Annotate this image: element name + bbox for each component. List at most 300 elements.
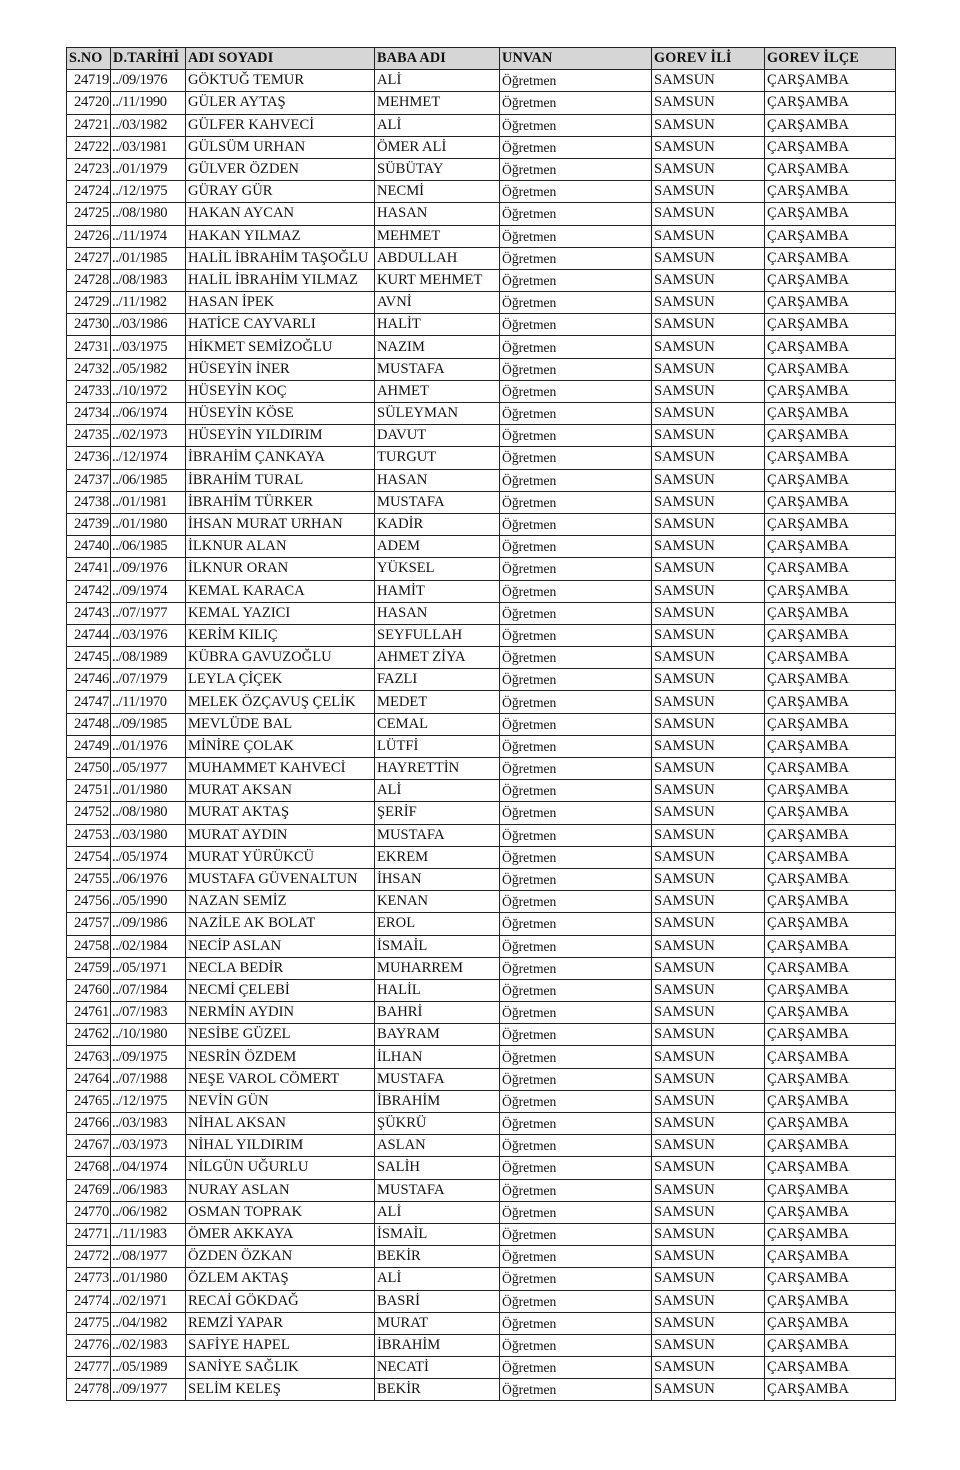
cell-father-name: KURT MEHMET (375, 269, 500, 291)
cell-father-name: BEKİR (375, 1246, 500, 1268)
cell-sno: 24728 (67, 269, 111, 291)
cell-sno: 24719 (67, 70, 111, 92)
cell-birth-date: ../07/1977 (111, 602, 186, 624)
table-row (67, 624, 896, 646)
cell-father-name: ALİ (375, 1268, 500, 1290)
cell-birth-date: ../08/1980 (111, 802, 186, 824)
cell-title: Öğretmen (500, 92, 652, 114)
cell-province: SAMSUN (652, 558, 765, 580)
cell-title: Öğretmen (500, 647, 652, 669)
cell-father-name: İBRAHİM (375, 1334, 500, 1356)
table-row (67, 380, 896, 402)
cell-sno: 24750 (67, 758, 111, 780)
table-row (67, 158, 896, 180)
cell-birth-date: ../06/1974 (111, 403, 186, 425)
cell-full-name: SELİM KELEŞ (186, 1379, 375, 1401)
cell-full-name: NEVİN GÜN (186, 1090, 375, 1112)
table-row (67, 691, 896, 713)
cell-father-name: ŞERİF (375, 802, 500, 824)
cell-father-name: MUSTAFA (375, 358, 500, 380)
cell-district: ÇARŞAMBA (765, 647, 896, 669)
cell-full-name: MELEK ÖZÇAVUŞ ÇELİK (186, 691, 375, 713)
table-row (67, 602, 896, 624)
cell-title: Öğretmen (500, 758, 652, 780)
cell-province: SAMSUN (652, 314, 765, 336)
cell-sno: 24746 (67, 669, 111, 691)
cell-district: ÇARŞAMBA (765, 1179, 896, 1201)
table-row (67, 314, 896, 336)
cell-province: SAMSUN (652, 1379, 765, 1401)
cell-province: SAMSUN (652, 802, 765, 824)
cell-province: SAMSUN (652, 447, 765, 469)
cell-district: ÇARŞAMBA (765, 1223, 896, 1245)
cell-full-name: MUHAMMET KAHVECİ (186, 758, 375, 780)
cell-birth-date: ../02/1973 (111, 425, 186, 447)
cell-sno: 24764 (67, 1068, 111, 1090)
table-header (67, 48, 896, 70)
cell-province: SAMSUN (652, 336, 765, 358)
cell-father-name: MUSTAFA (375, 1179, 500, 1201)
table-row (67, 1046, 896, 1068)
cell-sno: 24723 (67, 158, 111, 180)
cell-birth-date: ../10/1972 (111, 380, 186, 402)
cell-district: ÇARŞAMBA (765, 624, 896, 646)
cell-father-name: ASLAN (375, 1135, 500, 1157)
cell-birth-date: ../03/1981 (111, 136, 186, 158)
cell-sno: 24773 (67, 1268, 111, 1290)
table-row (67, 114, 896, 136)
cell-full-name: HALİL İBRAHİM TAŞOĞLU (186, 247, 375, 269)
cell-title: Öğretmen (500, 868, 652, 890)
cell-father-name: YÜKSEL (375, 558, 500, 580)
cell-full-name: SANİYE SAĞLIK (186, 1357, 375, 1379)
cell-full-name: HASAN İPEK (186, 292, 375, 314)
cell-title: Öğretmen (500, 580, 652, 602)
table-row (67, 1246, 896, 1268)
cell-district: ÇARŞAMBA (765, 735, 896, 757)
cell-birth-date: ../01/1981 (111, 491, 186, 513)
cell-birth-date: ../09/1974 (111, 580, 186, 602)
cell-full-name: MEVLÜDE BAL (186, 713, 375, 735)
cell-province: SAMSUN (652, 92, 765, 114)
cell-birth-date: ../08/1989 (111, 647, 186, 669)
cell-province: SAMSUN (652, 136, 765, 158)
cell-title: Öğretmen (500, 536, 652, 558)
cell-sno: 24742 (67, 580, 111, 602)
cell-title: Öğretmen (500, 469, 652, 491)
cell-district: ÇARŞAMBA (765, 1268, 896, 1290)
cell-sno: 24749 (67, 735, 111, 757)
cell-birth-date: ../02/1971 (111, 1290, 186, 1312)
cell-full-name: GÖKTUĞ TEMUR (186, 70, 375, 92)
cell-birth-date: ../09/1976 (111, 558, 186, 580)
cell-sno: 24756 (67, 891, 111, 913)
cell-province: SAMSUN (652, 1002, 765, 1024)
table-row (67, 1068, 896, 1090)
cell-father-name: ALİ (375, 114, 500, 136)
table-row (67, 1268, 896, 1290)
cell-province: SAMSUN (652, 1223, 765, 1245)
cell-title: Öğretmen (500, 1113, 652, 1135)
cell-father-name: HASAN (375, 203, 500, 225)
cell-sno: 24771 (67, 1223, 111, 1245)
table-row (67, 269, 896, 291)
cell-district: ÇARŞAMBA (765, 403, 896, 425)
table-row (67, 758, 896, 780)
table-row (67, 247, 896, 269)
cell-district: ÇARŞAMBA (765, 491, 896, 513)
cell-title: Öğretmen (500, 1379, 652, 1401)
cell-sno: 24757 (67, 913, 111, 935)
table-row (67, 824, 896, 846)
cell-full-name: HÜSEYİN İNER (186, 358, 375, 380)
cell-province: SAMSUN (652, 1334, 765, 1356)
cell-district: ÇARŞAMBA (765, 158, 896, 180)
table-row (67, 913, 896, 935)
cell-father-name: İLHAN (375, 1046, 500, 1068)
cell-full-name: KEMAL KARACA (186, 580, 375, 602)
cell-title: Öğretmen (500, 669, 652, 691)
cell-full-name: NAZİLE AK BOLAT (186, 913, 375, 935)
cell-sno: 24722 (67, 136, 111, 158)
cell-district: ÇARŞAMBA (765, 447, 896, 469)
cell-district: ÇARŞAMBA (765, 691, 896, 713)
cell-father-name: ABDULLAH (375, 247, 500, 269)
table-row (67, 1135, 896, 1157)
cell-full-name: İHSAN MURAT URHAN (186, 513, 375, 535)
cell-birth-date: ../03/1983 (111, 1113, 186, 1135)
cell-full-name: İBRAHİM TÜRKER (186, 491, 375, 513)
cell-title: Öğretmen (500, 1002, 652, 1024)
cell-birth-date: ../01/1979 (111, 158, 186, 180)
cell-title: Öğretmen (500, 70, 652, 92)
cell-title: Öğretmen (500, 491, 652, 513)
cell-province: SAMSUN (652, 913, 765, 935)
cell-birth-date: ../09/1975 (111, 1046, 186, 1068)
cell-birth-date: ../09/1976 (111, 70, 186, 92)
cell-father-name: HAMİT (375, 580, 500, 602)
cell-province: SAMSUN (652, 1024, 765, 1046)
cell-father-name: ALİ (375, 1201, 500, 1223)
cell-birth-date: ../06/1983 (111, 1179, 186, 1201)
cell-district: ÇARŞAMBA (765, 780, 896, 802)
cell-birth-date: ../04/1982 (111, 1312, 186, 1334)
cell-district: ÇARŞAMBA (765, 1246, 896, 1268)
table-row (67, 358, 896, 380)
cell-sno: 24736 (67, 447, 111, 469)
cell-father-name: FAZLI (375, 669, 500, 691)
cell-full-name: HÜSEYİN KÖSE (186, 403, 375, 425)
cell-title: Öğretmen (500, 1024, 652, 1046)
cell-father-name: NAZIM (375, 336, 500, 358)
cell-province: SAMSUN (652, 380, 765, 402)
cell-birth-date: ../10/1980 (111, 1024, 186, 1046)
table-row (67, 558, 896, 580)
cell-father-name: HASAN (375, 602, 500, 624)
cell-full-name: OSMAN TOPRAK (186, 1201, 375, 1223)
table-row (67, 292, 896, 314)
cell-province: SAMSUN (652, 868, 765, 890)
cell-full-name: HİKMET SEMİZOĞLU (186, 336, 375, 358)
cell-father-name: İBRAHİM (375, 1090, 500, 1112)
cell-title: Öğretmen (500, 824, 652, 846)
cell-sno: 24776 (67, 1334, 111, 1356)
cell-sno: 24731 (67, 336, 111, 358)
cell-birth-date: ../03/1980 (111, 824, 186, 846)
table-row (67, 802, 896, 824)
cell-father-name: AVNİ (375, 292, 500, 314)
cell-father-name: BEKİR (375, 1379, 500, 1401)
cell-district: ÇARŞAMBA (765, 846, 896, 868)
cell-title: Öğretmen (500, 891, 652, 913)
cell-province: SAMSUN (652, 1135, 765, 1157)
cell-full-name: RECAİ GÖKDAĞ (186, 1290, 375, 1312)
cell-district: ÇARŞAMBA (765, 181, 896, 203)
cell-province: SAMSUN (652, 957, 765, 979)
document-page (66, 47, 895, 1401)
cell-father-name: SALİH (375, 1157, 500, 1179)
cell-province: SAMSUN (652, 891, 765, 913)
cell-sno: 24770 (67, 1201, 111, 1223)
cell-province: SAMSUN (652, 735, 765, 757)
cell-district: ÇARŞAMBA (765, 92, 896, 114)
cell-father-name: İSMAİL (375, 935, 500, 957)
cell-province: SAMSUN (652, 1201, 765, 1223)
cell-sno: 24726 (67, 225, 111, 247)
cell-province: SAMSUN (652, 425, 765, 447)
cell-sno: 24777 (67, 1357, 111, 1379)
cell-full-name: İLKNUR ORAN (186, 558, 375, 580)
cell-birth-date: ../05/1989 (111, 1357, 186, 1379)
cell-full-name: NİHAL AKSAN (186, 1113, 375, 1135)
cell-title: Öğretmen (500, 158, 652, 180)
cell-full-name: HAKAN YILMAZ (186, 225, 375, 247)
cell-title: Öğretmen (500, 403, 652, 425)
table-row (67, 846, 896, 868)
cell-district: ÇARŞAMBA (765, 1113, 896, 1135)
cell-district: ÇARŞAMBA (765, 1312, 896, 1334)
cell-district: ÇARŞAMBA (765, 314, 896, 336)
cell-birth-date: ../06/1976 (111, 868, 186, 890)
cell-father-name: EKREM (375, 846, 500, 868)
table-row (67, 447, 896, 469)
table-row (67, 891, 896, 913)
cell-province: SAMSUN (652, 780, 765, 802)
cell-district: ÇARŞAMBA (765, 380, 896, 402)
cell-title: Öğretmen (500, 247, 652, 269)
cell-full-name: ÖMER AKKAYA (186, 1223, 375, 1245)
table-row (67, 957, 896, 979)
cell-title: Öğretmen (500, 1157, 652, 1179)
cell-full-name: GÜRAY GÜR (186, 181, 375, 203)
cell-sno: 24725 (67, 203, 111, 225)
cell-title: Öğretmen (500, 846, 652, 868)
cell-district: ÇARŞAMBA (765, 913, 896, 935)
cell-full-name: ÖZLEM AKTAŞ (186, 1268, 375, 1290)
cell-sno: 24733 (67, 380, 111, 402)
cell-sno: 24747 (67, 691, 111, 713)
table-row (67, 1223, 896, 1245)
cell-title: Öğretmen (500, 425, 652, 447)
cell-district: ÇARŞAMBA (765, 136, 896, 158)
table-row (67, 935, 896, 957)
cell-father-name: HASAN (375, 469, 500, 491)
table-row (67, 1290, 896, 1312)
cell-full-name: İBRAHİM ÇANKAYA (186, 447, 375, 469)
cell-province: SAMSUN (652, 536, 765, 558)
cell-title: Öğretmen (500, 624, 652, 646)
cell-district: ÇARŞAMBA (765, 669, 896, 691)
cell-province: SAMSUN (652, 1090, 765, 1112)
cell-province: SAMSUN (652, 1312, 765, 1334)
cell-sno: 24729 (67, 292, 111, 314)
cell-sno: 24761 (67, 1002, 111, 1024)
cell-title: Öğretmen (500, 780, 652, 802)
cell-title: Öğretmen (500, 314, 652, 336)
cell-sno: 24755 (67, 868, 111, 890)
table-row (67, 469, 896, 491)
cell-father-name: NECATİ (375, 1357, 500, 1379)
cell-title: Öğretmen (500, 358, 652, 380)
cell-district: ÇARŞAMBA (765, 1290, 896, 1312)
cell-father-name: HALİL (375, 979, 500, 1001)
cell-title: Öğretmen (500, 269, 652, 291)
cell-title: Öğretmen (500, 203, 652, 225)
cell-father-name: CEMAL (375, 713, 500, 735)
cell-district: ÇARŞAMBA (765, 1157, 896, 1179)
cell-title: Öğretmen (500, 292, 652, 314)
cell-birth-date: ../11/1970 (111, 691, 186, 713)
cell-district: ÇARŞAMBA (765, 203, 896, 225)
header-full-name: ADI SOYADI (186, 48, 375, 70)
cell-birth-date: ../09/1977 (111, 1379, 186, 1401)
cell-full-name: NİHAL YILDIRIM (186, 1135, 375, 1157)
cell-province: SAMSUN (652, 1357, 765, 1379)
cell-full-name: KEMAL YAZICI (186, 602, 375, 624)
cell-title: Öğretmen (500, 380, 652, 402)
cell-sno: 24766 (67, 1113, 111, 1135)
cell-full-name: GÜLFER KAHVECİ (186, 114, 375, 136)
cell-province: SAMSUN (652, 979, 765, 1001)
cell-birth-date: ../06/1985 (111, 469, 186, 491)
cell-province: SAMSUN (652, 691, 765, 713)
cell-birth-date: ../07/1983 (111, 1002, 186, 1024)
cell-birth-date: ../09/1985 (111, 713, 186, 735)
table-row (67, 1201, 896, 1223)
cell-title: Öğretmen (500, 225, 652, 247)
cell-title: Öğretmen (500, 1223, 652, 1245)
cell-province: SAMSUN (652, 269, 765, 291)
cell-full-name: HATİCE CAYVARLI (186, 314, 375, 336)
cell-district: ÇARŞAMBA (765, 957, 896, 979)
header-sno: S.NO (67, 48, 111, 70)
cell-birth-date: ../01/1985 (111, 247, 186, 269)
cell-province: SAMSUN (652, 1113, 765, 1135)
cell-full-name: SAFİYE HAPEL (186, 1334, 375, 1356)
header-province: GOREV İLİ (652, 48, 765, 70)
cell-birth-date: ../06/1982 (111, 1201, 186, 1223)
cell-district: ÇARŞAMBA (765, 1002, 896, 1024)
cell-father-name: MEDET (375, 691, 500, 713)
cell-province: SAMSUN (652, 1179, 765, 1201)
cell-title: Öğretmen (500, 1334, 652, 1356)
cell-sno: 24775 (67, 1312, 111, 1334)
cell-full-name: NECMİ ÇELEBİ (186, 979, 375, 1001)
cell-father-name: ÖMER ALİ (375, 136, 500, 158)
cell-birth-date: ../01/1976 (111, 735, 186, 757)
cell-title: Öğretmen (500, 181, 652, 203)
cell-province: SAMSUN (652, 469, 765, 491)
cell-father-name: LÜTFİ (375, 735, 500, 757)
cell-father-name: AHMET (375, 380, 500, 402)
cell-province: SAMSUN (652, 292, 765, 314)
cell-birth-date: ../12/1975 (111, 1090, 186, 1112)
cell-title: Öğretmen (500, 1246, 652, 1268)
cell-birth-date: ../03/1982 (111, 114, 186, 136)
cell-province: SAMSUN (652, 824, 765, 846)
cell-birth-date: ../12/1974 (111, 447, 186, 469)
cell-full-name: NEŞE VAROL CÖMERT (186, 1068, 375, 1090)
cell-sno: 24741 (67, 558, 111, 580)
cell-province: SAMSUN (652, 1268, 765, 1290)
cell-title: Öğretmen (500, 602, 652, 624)
cell-sno: 24720 (67, 92, 111, 114)
cell-province: SAMSUN (652, 247, 765, 269)
cell-full-name: NESİBE GÜZEL (186, 1024, 375, 1046)
cell-province: SAMSUN (652, 647, 765, 669)
cell-full-name: REMZİ YAPAR (186, 1312, 375, 1334)
cell-father-name: İSMAİL (375, 1223, 500, 1245)
cell-sno: 24737 (67, 469, 111, 491)
table-row (67, 1312, 896, 1334)
cell-sno: 24767 (67, 1135, 111, 1157)
cell-sno: 24740 (67, 536, 111, 558)
cell-full-name: MURAT AKTAŞ (186, 802, 375, 824)
cell-birth-date: ../05/1990 (111, 891, 186, 913)
cell-birth-date: ../07/1984 (111, 979, 186, 1001)
cell-birth-date: ../11/1974 (111, 225, 186, 247)
cell-district: ÇARŞAMBA (765, 292, 896, 314)
cell-birth-date: ../11/1982 (111, 292, 186, 314)
cell-district: ÇARŞAMBA (765, 247, 896, 269)
table-row (67, 669, 896, 691)
table-row (67, 225, 896, 247)
cell-full-name: NESRİN ÖZDEM (186, 1046, 375, 1068)
cell-birth-date: ../03/1973 (111, 1135, 186, 1157)
cell-father-name: MEHMET (375, 225, 500, 247)
cell-father-name: AHMET ZİYA (375, 647, 500, 669)
cell-father-name: ADEM (375, 536, 500, 558)
cell-sno: 24753 (67, 824, 111, 846)
cell-sno: 24760 (67, 979, 111, 1001)
cell-father-name: MURAT (375, 1312, 500, 1334)
cell-title: Öğretmen (500, 558, 652, 580)
cell-title: Öğretmen (500, 913, 652, 935)
cell-full-name: NERMİN AYDIN (186, 1002, 375, 1024)
cell-title: Öğretmen (500, 1179, 652, 1201)
cell-title: Öğretmen (500, 957, 652, 979)
table-row (67, 513, 896, 535)
cell-district: ÇARŞAMBA (765, 1090, 896, 1112)
table-row (67, 136, 896, 158)
cell-province: SAMSUN (652, 758, 765, 780)
cell-district: ÇARŞAMBA (765, 336, 896, 358)
cell-sno: 24778 (67, 1379, 111, 1401)
cell-full-name: ÖZDEN ÖZKAN (186, 1246, 375, 1268)
cell-district: ÇARŞAMBA (765, 1379, 896, 1401)
cell-district: ÇARŞAMBA (765, 580, 896, 602)
table-body (67, 70, 896, 1401)
